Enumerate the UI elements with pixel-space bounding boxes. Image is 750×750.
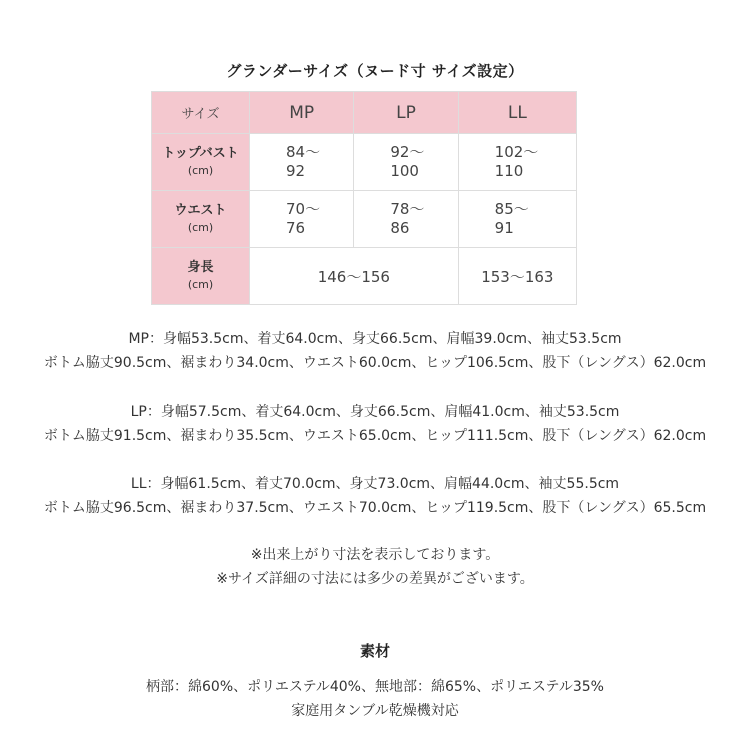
- measurement-line: LP：身幅57.5cm、着丈64.0cm、身丈66.5cm、肩幅41.0cm、袖丈53.5cm: [130, 404, 620, 420]
- cell-waist-ll: [458, 191, 576, 248]
- cell-line: 102～: [494, 143, 539, 161]
- cell-line: 76: [286, 219, 306, 237]
- row-label-unit: (cm): [187, 164, 214, 177]
- cell-top-bust-lp: [354, 134, 458, 191]
- cell-height-ll: 153～163: [458, 248, 576, 305]
- material-title: 素材: [359, 642, 390, 660]
- row-label-height: [152, 248, 250, 305]
- measurement-line: ボトム脇丈96.5cm、裾まわり37.5cm、ウエスト70.0cm、ヒップ119.5cm、股下（レングス）65.5cm: [43, 500, 707, 516]
- size-header-mp: MP: [250, 92, 354, 134]
- size-header-ll: LL: [458, 92, 576, 134]
- cell-waist-mp: [250, 191, 354, 248]
- cell-line: 110: [494, 162, 524, 180]
- material-line: 柄部：綿60%、ポリエステル40%、無地部：綿65%、ポリエステル35%: [146, 679, 604, 695]
- cell-top-bust-mp: [250, 134, 354, 191]
- cell-line: 91: [494, 219, 514, 237]
- row-label-text: ウエスト: [174, 203, 227, 218]
- row-label-waist: [152, 191, 250, 248]
- row-label-text: 身長: [187, 260, 214, 275]
- cell-line: 92: [286, 162, 306, 180]
- cell-height-mp-lp: 146～156: [250, 248, 459, 305]
- row-label-top-bust: [152, 134, 250, 191]
- table-row-height: [152, 248, 577, 305]
- material-text: [0, 675, 750, 723]
- measurement-line: ボトム脇丈91.5cm、裾まわり35.5cm、ウエスト65.0cm、ヒップ111.5cm、股下（レングス）62.0cm: [43, 428, 707, 444]
- row-label-unit: (cm): [187, 221, 214, 234]
- cell-line: 78～: [390, 200, 425, 218]
- size-header-label: サイズ: [152, 92, 250, 134]
- note-line: ※サイズ詳細の寸法には多少の差異がございます。: [216, 571, 534, 587]
- cell-line: 92～: [390, 143, 425, 161]
- table-row-top-bust: [152, 134, 577, 191]
- size-table-header-row: [152, 92, 577, 134]
- size-header-lp: LP: [354, 92, 458, 134]
- measurements-mp: [0, 327, 750, 375]
- cell-top-bust-ll: [458, 134, 576, 191]
- size-table: [151, 91, 577, 305]
- table-row-waist: [152, 191, 577, 248]
- cell-waist-lp: [354, 191, 458, 248]
- row-label-unit: (cm): [187, 278, 214, 291]
- cell-line: 70～: [286, 200, 321, 218]
- notes: [0, 543, 750, 591]
- row-label-text: トップバスト: [162, 146, 239, 161]
- measurement-line: ボトム脇丈90.5cm、裾まわり34.0cm、ウエスト60.0cm、ヒップ106.5cm、股下（レングス）62.0cm: [43, 355, 707, 371]
- material-line: 家庭用タンブル乾燥機対応: [291, 703, 459, 719]
- note-line: ※出来上がり寸法を表示しております。: [250, 547, 500, 563]
- measurements-ll: [0, 472, 750, 520]
- size-chart-title: グランダーサイズ（ヌード寸 サイズ設定）: [226, 62, 524, 80]
- cell-line: 84～: [286, 143, 321, 161]
- measurement-line: MP：身幅53.5cm、着丈64.0cm、身丈66.5cm、肩幅39.0cm、袖丈53.5cm: [128, 331, 622, 347]
- cell-line: 100: [390, 162, 419, 180]
- cell-line: 85～: [494, 200, 529, 218]
- cell-line: 86: [390, 219, 410, 237]
- measurement-line: LL：身幅61.5cm、着丈70.0cm、身丈73.0cm、肩幅44.0cm、袖丈55.5cm: [130, 476, 620, 492]
- measurements-lp: [0, 400, 750, 448]
